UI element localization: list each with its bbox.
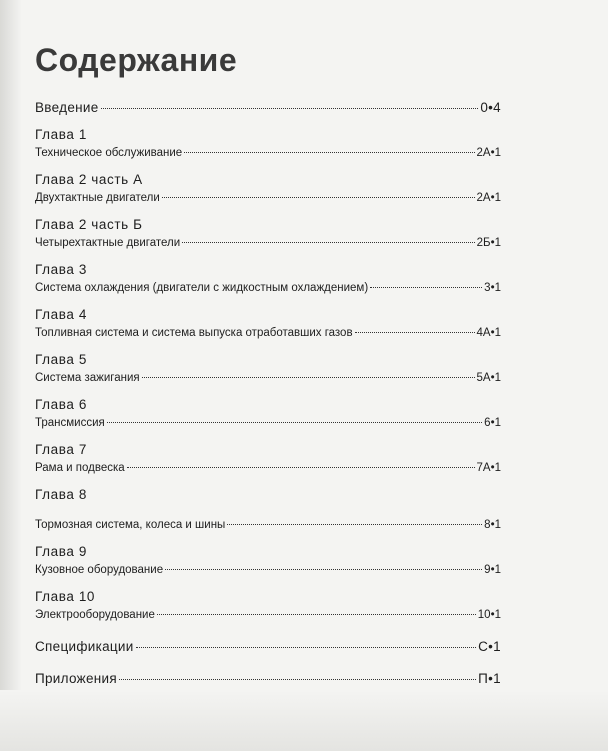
toc-entry-page: 8•1 [484, 519, 501, 531]
toc-entry-text: Приложения [35, 671, 117, 686]
toc-entry-page: 2А•1 [476, 147, 501, 159]
toc-entry-text: Трансмиссия [35, 417, 105, 429]
chapter-label: Глава 4 [35, 307, 87, 322]
toc-entry-chapter-3 [35, 262, 501, 298]
toc-entry-chapter-5 [35, 352, 501, 388]
toc-entry-chapter-7 [35, 442, 501, 478]
toc-entry-chapter-10 [35, 589, 501, 625]
scan-bottom-area [0, 690, 608, 751]
toc-entry-page: 5А•1 [476, 372, 501, 384]
chapter-label: Глава 2 часть А [35, 172, 143, 187]
toc-entry-page: 10•1 [477, 609, 501, 621]
chapter-label: Глава 5 [35, 352, 87, 367]
chapter-label: Глава 6 [35, 397, 87, 412]
toc-entry-chapter-4 [35, 307, 501, 343]
page-edge-shadow [0, 0, 22, 751]
dot-leader [182, 242, 474, 243]
dot-leader [119, 679, 476, 680]
toc-entry-text: Техническое обслуживание [35, 147, 183, 159]
chapter-label: Глава 7 [35, 442, 87, 457]
toc-entry-page: 6•1 [484, 417, 501, 429]
toc-entry-text: Кузовное оборудование [35, 564, 164, 576]
dot-leader [162, 197, 475, 198]
toc-entry-chapter-6 [35, 397, 501, 433]
toc-entry-page: 7А•1 [476, 462, 501, 474]
dot-leader [165, 569, 482, 570]
dot-leader [142, 377, 475, 378]
toc-entry-text: Система зажигания [35, 372, 140, 384]
toc-entry-intro [35, 98, 501, 118]
toc-entry-page: 2Б•1 [476, 237, 501, 249]
toc-entry-chapter-8 [35, 487, 501, 535]
dot-leader [157, 614, 476, 615]
page-title: Содержание [35, 42, 238, 78]
toc-entry-text: Электрооборудование [35, 609, 155, 621]
chapter-label: Глава 9 [35, 544, 87, 559]
toc-entry-text: Система охлаждения (двигатели с жидкостным охлаждением) [35, 282, 369, 294]
chapter-label: Глава 2 часть Б [35, 217, 143, 232]
toc-entry-text: Рама и подвеска [35, 462, 125, 474]
toc-entry-chapter-2a [35, 172, 501, 208]
toc-entry-page: 3•1 [484, 282, 501, 294]
toc-entry-chapter-1 [35, 127, 501, 163]
toc-entry-chapter-2b [35, 217, 501, 253]
toc-entry-page: С•1 [478, 639, 501, 654]
toc-entry-chapter-9 [35, 544, 501, 580]
toc-entry-text: Спецификации [35, 639, 134, 654]
dot-leader [101, 108, 479, 109]
dot-leader [227, 524, 482, 525]
dot-leader [136, 647, 476, 648]
chapter-label: Глава 10 [35, 589, 96, 604]
toc-entry-text: Тормозная система, колеса и шины [35, 519, 226, 531]
toc-entry-specifications [35, 637, 501, 657]
toc-entry-page: 0•4 [480, 100, 501, 115]
dot-leader [107, 422, 482, 423]
toc-entry-page: П•1 [478, 671, 501, 686]
toc-entry-text: Четырехтактные двигатели [35, 237, 181, 249]
toc-entry-page: 2А•1 [476, 192, 501, 204]
dot-leader [184, 152, 474, 153]
chapter-label: Глава 8 [35, 487, 87, 502]
toc-entry-page: 9•1 [484, 564, 501, 576]
chapter-label: Глава 1 [35, 127, 87, 142]
toc-entry-text: Топливная система и система выпуска отработавших газов [35, 327, 353, 339]
toc-entry-text: Двухтактные двигатели [35, 192, 160, 204]
dot-leader [370, 287, 482, 288]
table-of-contents [35, 40, 501, 689]
chapter-label: Глава 3 [35, 262, 87, 277]
dot-leader [127, 467, 475, 468]
toc-entry-text: Введение [35, 100, 99, 115]
dot-leader [355, 332, 475, 333]
toc-entry-appendices [35, 669, 501, 689]
toc-entry-page: 4А•1 [476, 327, 501, 339]
